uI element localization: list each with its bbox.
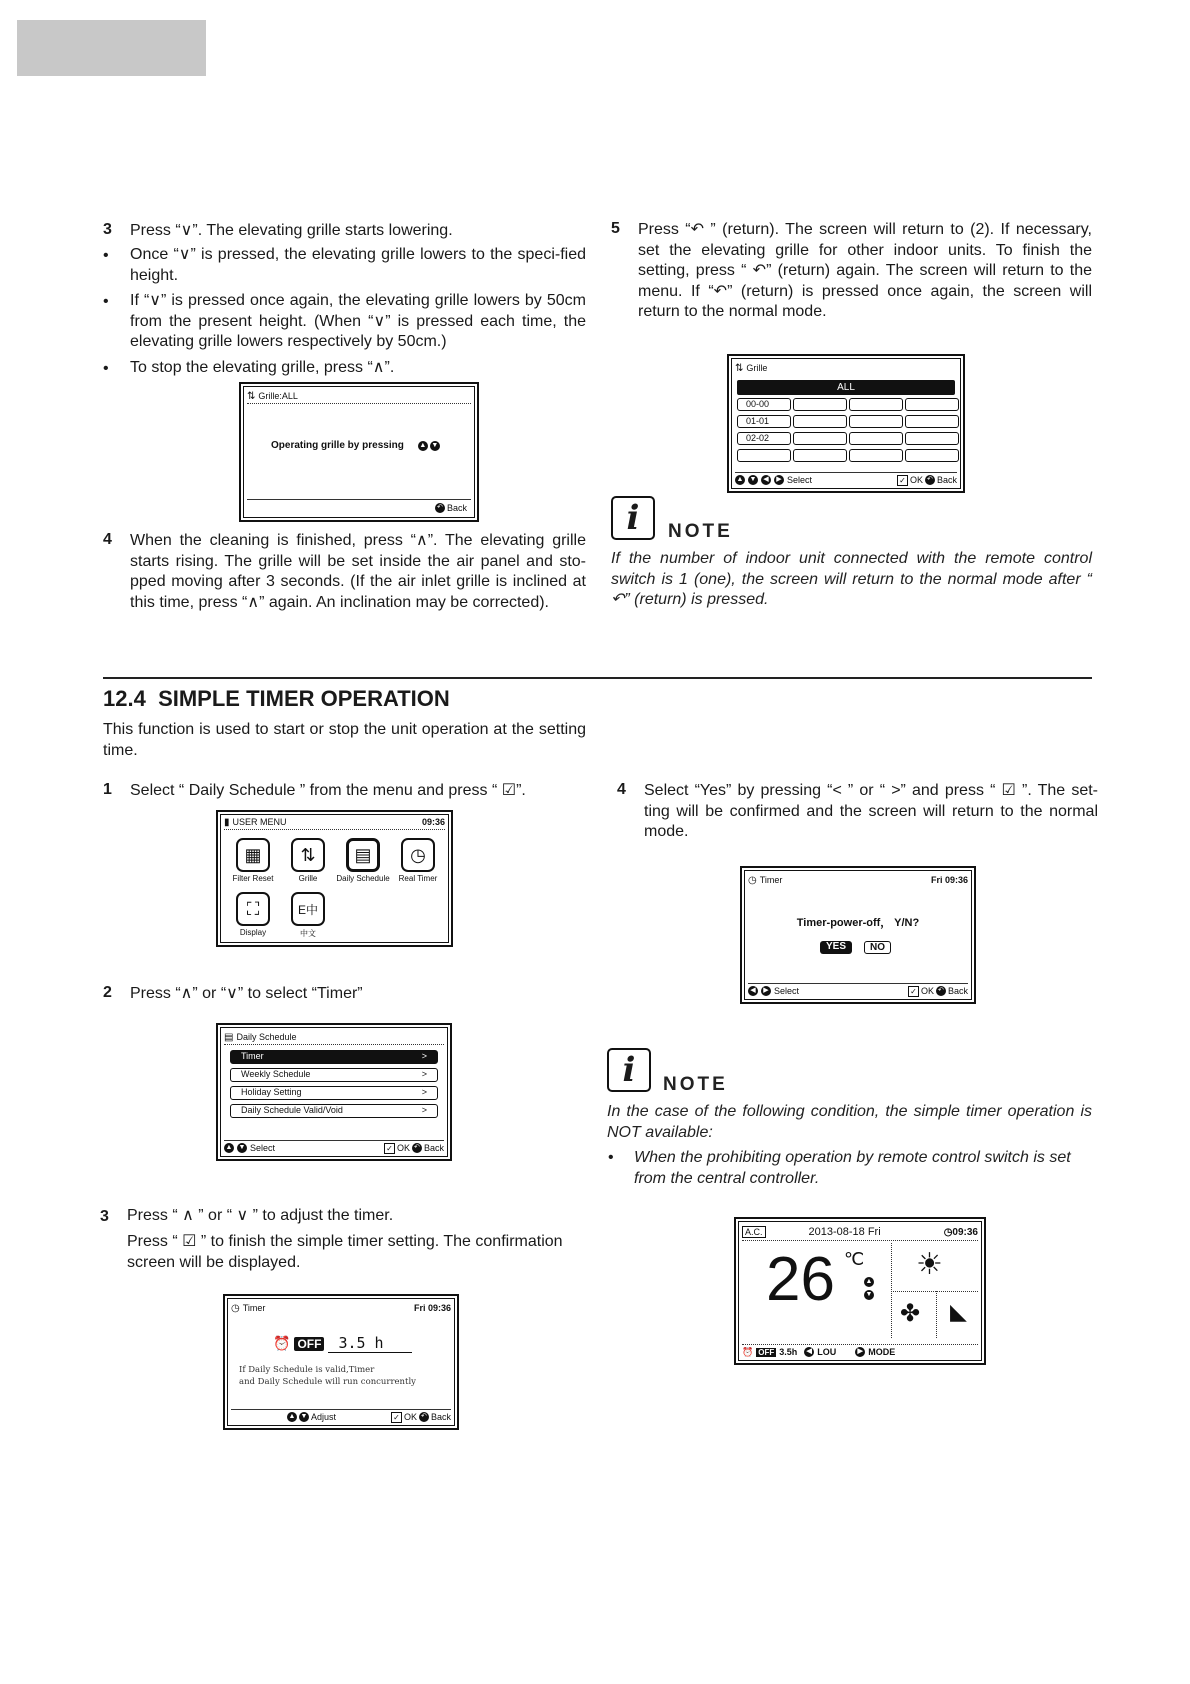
clock-icon: ◷ [943, 1226, 953, 1238]
note-text: If the number of indoor unit connected with the remote control switch is 1 (one), the screen will return to the normal mode after “ ↶” (return) is pressed. [611, 550, 1092, 609]
left-arrow-icon: ◀ [761, 475, 771, 485]
confirm-buttons [820, 941, 891, 954]
unit-cell[interactable] [793, 398, 847, 411]
timer-value-row [273, 1334, 412, 1353]
temp-unit: ℃ [844, 1249, 865, 1269]
unit-cell[interactable] [905, 432, 959, 445]
up-arrow-icon: ▲ [288, 1413, 296, 1420]
filter-reset-icon[interactable]: ▦ [236, 838, 270, 872]
ok-icon: ✓ [384, 1143, 395, 1154]
confirm-question: Timer-power-off， Y/N? [796, 917, 920, 929]
menu-label: Real Timer [398, 874, 438, 883]
section-rule [103, 677, 1092, 679]
up-arrow-icon: ▲ [225, 1144, 233, 1151]
step-number: 1 [103, 781, 112, 798]
back-icon: ↶ [419, 1412, 429, 1422]
bullet: • [103, 293, 109, 310]
screen-footer: ◀ ▶ Select ✓ OK ↶ Back [748, 983, 968, 998]
up-arrow-icon: ▲ [736, 476, 744, 483]
divider [936, 1291, 937, 1338]
ok-icon: ✓ [391, 1412, 402, 1423]
back-hint: ↶ Back [435, 503, 467, 513]
bullet: • [103, 360, 109, 377]
clock-icon: ◷ [231, 1302, 240, 1314]
unit-cell[interactable] [849, 398, 903, 411]
unit-cell[interactable] [793, 415, 847, 428]
left-arrow-icon: ◀ [748, 986, 758, 996]
grille-icon: ⇅ [247, 390, 256, 402]
display-icon[interactable]: ⛶ [236, 892, 270, 926]
screen-header: ◷ Timer Fri 09:36 [748, 874, 968, 886]
mode-badge: A.C. [742, 1226, 766, 1238]
step-number: 2 [103, 984, 112, 1001]
chevron-right-icon: > [421, 1087, 427, 1097]
unit-cell[interactable] [905, 449, 959, 462]
back-icon: ↶ [435, 503, 445, 513]
clock-icon: ◷ [748, 874, 757, 886]
off-badge: OFF [294, 1337, 324, 1351]
down-arrow-icon: ▼ [749, 476, 757, 483]
down-arrow-icon[interactable]: ▼ [865, 1291, 873, 1298]
unit-cell[interactable]: 00-00 [737, 398, 791, 411]
grille-icon: ⇅ [735, 362, 744, 374]
screen-header: ⇅ Grille [735, 362, 768, 374]
down-arrow-icon: ▼ [300, 1413, 308, 1420]
screen-message: Operating grille by pressing ▲ ▼ [271, 440, 439, 451]
sun-icon: ☀ [916, 1248, 943, 1281]
menu-label: Display [239, 928, 267, 937]
step-number: 3 [100, 1208, 109, 1225]
screen-header: A.C. 2013-08-18 Fri ◷09:36 [742, 1224, 978, 1241]
ok-icon: ✓ [897, 475, 908, 486]
left-arrow-icon: ◀ [804, 1347, 814, 1357]
step-number: 4 [103, 531, 112, 548]
unit-cell[interactable] [849, 415, 903, 428]
info-icon: i [607, 1048, 651, 1092]
note-text: In the case of the following condition, the simple timer operation is NOT available: [607, 1103, 1092, 1141]
down-arrow-icon: ▼ [431, 441, 439, 449]
ok-icon: ✓ [908, 986, 919, 997]
note-title: NOTE [663, 1074, 728, 1095]
timer-confirm-screen [740, 866, 976, 1004]
info-icon: i [611, 496, 655, 540]
screen-header: ◷ Timer Fri 09:36 [231, 1302, 451, 1314]
menu-label: Daily Schedule [336, 874, 390, 883]
menu-label: Filter Reset [232, 874, 274, 883]
screen-header: ▤ Daily Schedule [224, 1030, 444, 1045]
screen-header: ▮ USER MENU 09:36 [224, 815, 445, 830]
unit-cell[interactable] [793, 432, 847, 445]
screen-title: Grille:ALL [258, 391, 298, 401]
louver-icon: ◣ [950, 1299, 967, 1324]
bullet-text: To stop the elevating grille, press “∧”. [130, 359, 395, 376]
screen-footer: ▲ ▼ Adjust ✓ OK ↶ Back [231, 1409, 451, 1424]
step-text: Press “ ☑ ” to finish the simple timer setting. The confirmation screen will be displayed. [127, 1233, 563, 1271]
chevron-right-icon: > [421, 1051, 427, 1061]
daily-schedule-icon[interactable]: ▤ [346, 838, 380, 872]
section-intro: This function is used to start or stop the unit operation at the setting time. [103, 721, 586, 759]
grille-all-screen [239, 382, 479, 522]
right-arrow-icon: ▶ [855, 1347, 865, 1357]
section-heading: 12.4 SIMPLE TIMER OPERATION [103, 686, 450, 711]
unit-cell[interactable]: 02-02 [737, 432, 791, 445]
unit-cell[interactable] [905, 398, 959, 411]
up-arrow-icon: ▲ [419, 441, 427, 449]
menu-label: 中文 [300, 929, 316, 938]
note-bullet: When the prohibiting operation by remote control switch is set from the central controller. [634, 1149, 1071, 1187]
screen-footer: ▲ ▼ Select ✓ OK ↶ Back [224, 1140, 444, 1155]
screen-footer: ▲ ▼ ◀ ▶ Select ✓ OK ↶ Back [735, 472, 957, 487]
menu-item-valid-void[interactable]: Daily Schedule Valid/Void > [230, 1104, 438, 1118]
step-number: 5 [611, 220, 620, 237]
timer-info: If Daily Schedule is valid,Timer and Daily Schedule will run concurrently [239, 1365, 416, 1387]
menu-item-weekly[interactable]: Weekly Schedule > [230, 1068, 438, 1082]
daily-schedule-screen [216, 1023, 452, 1161]
down-arrow-icon: ▼ [238, 1144, 246, 1151]
unit-cell[interactable] [849, 432, 903, 445]
temperature: 26 [766, 1245, 835, 1314]
divider [247, 499, 471, 500]
step-text: Press “↶ ” (return). The screen will return to (2). If necessary, set the elevating grille for other indoor units. To finish the setting, press “ ↶” (return) again. The screen will return to the menu. If “↶” (return) is pressed once again, the screen will return to the normal mode. [638, 221, 1092, 321]
all-row[interactable]: ALL [737, 380, 955, 395]
divider [891, 1291, 978, 1292]
menu-item-timer[interactable]: Timer > [230, 1050, 438, 1064]
note-title: NOTE [668, 521, 733, 542]
step-text: When the cleaning is finished, press “∧”. The elevating grille starts rising. The grille will be set inside the air panel and sto-pped moving after 3 seconds. (If the air inlet grille is inclined at this time, press “∧” again. An inclination may be corrected). [130, 532, 586, 611]
bullet: • [608, 1149, 614, 1166]
date: 2013-08-18 Fri [808, 1226, 881, 1238]
language-icon[interactable]: E中 [291, 892, 325, 926]
step-text: Select “Yes” by pressing “< ” or “ >” and press “ ☑ ”. The set-ting will be confirmed and the screen will return to the normal mode. [644, 782, 1098, 841]
user-menu-screen [216, 810, 453, 947]
right-arrow-icon: ▶ [761, 986, 771, 996]
unit-cell[interactable] [737, 449, 791, 462]
up-arrow-icon[interactable]: ▲ [865, 1278, 873, 1285]
unit-cell[interactable] [849, 449, 903, 462]
grille-list-screen [727, 354, 965, 493]
unit-cell[interactable] [793, 449, 847, 462]
menu-item-holiday[interactable]: Holiday Setting > [230, 1086, 438, 1100]
yes-button[interactable]: YES [820, 941, 852, 954]
chevron-right-icon: > [421, 1069, 427, 1079]
bullet: • [103, 247, 109, 264]
timer-value[interactable]: 3.5 h [328, 1334, 411, 1353]
step-text: Select “ Daily Schedule ” from the menu and press “ ☑”. [130, 782, 526, 799]
chevron-right-icon: > [421, 1105, 427, 1115]
bullet-text: If “∨” is pressed once again, the elevating grille lowers by 50cm from the present height. (When “∨” is pressed each time, the elevating grille lowers respectively by 50cm.) [130, 292, 586, 351]
header-gray-box [17, 20, 206, 76]
menu-label: Grille [298, 874, 318, 883]
step-number: 4 [617, 781, 626, 798]
main-display-screen [734, 1217, 986, 1365]
fan-icon: ✤ [900, 1300, 921, 1327]
alarm-icon: ⏰ [742, 1346, 754, 1357]
timer-adjust-screen [223, 1294, 459, 1430]
temp-adjust [864, 1277, 874, 1300]
unit-cell[interactable] [905, 415, 959, 428]
grille-icon[interactable]: ⇅ [291, 838, 325, 872]
step-text: Press “∧” or “∨” to select “Timer” [130, 985, 363, 1002]
alarm-icon: ⏰ [273, 1335, 291, 1351]
bullet-text: Once “∨” is pressed, the elevating grille lowers to the speci-fied height. [130, 246, 586, 284]
step-number: 3 [103, 221, 112, 238]
screen-footer: ⏰ OFF 3.5h ◀ LOU ▶ MODE [742, 1344, 978, 1359]
calendar-icon: ▤ [224, 1031, 234, 1043]
step-text: Press “∨”. The elevating grille starts lowering. [130, 222, 453, 239]
screen-header [247, 389, 471, 404]
step-text: Press “ ∧ ” or “ ∨ ” to adjust the timer. [127, 1207, 394, 1224]
right-arrow-icon: ▶ [774, 475, 784, 485]
real-timer-icon[interactable]: ◷ [401, 838, 435, 872]
back-icon: ↶ [412, 1143, 422, 1153]
no-button[interactable]: NO [864, 941, 891, 954]
unit-cell[interactable]: 01-01 [737, 415, 791, 428]
back-icon: ↶ [925, 475, 935, 485]
back-icon: ↶ [936, 986, 946, 996]
book-icon: ▮ [224, 816, 230, 828]
off-badge: OFF [758, 1347, 775, 1357]
